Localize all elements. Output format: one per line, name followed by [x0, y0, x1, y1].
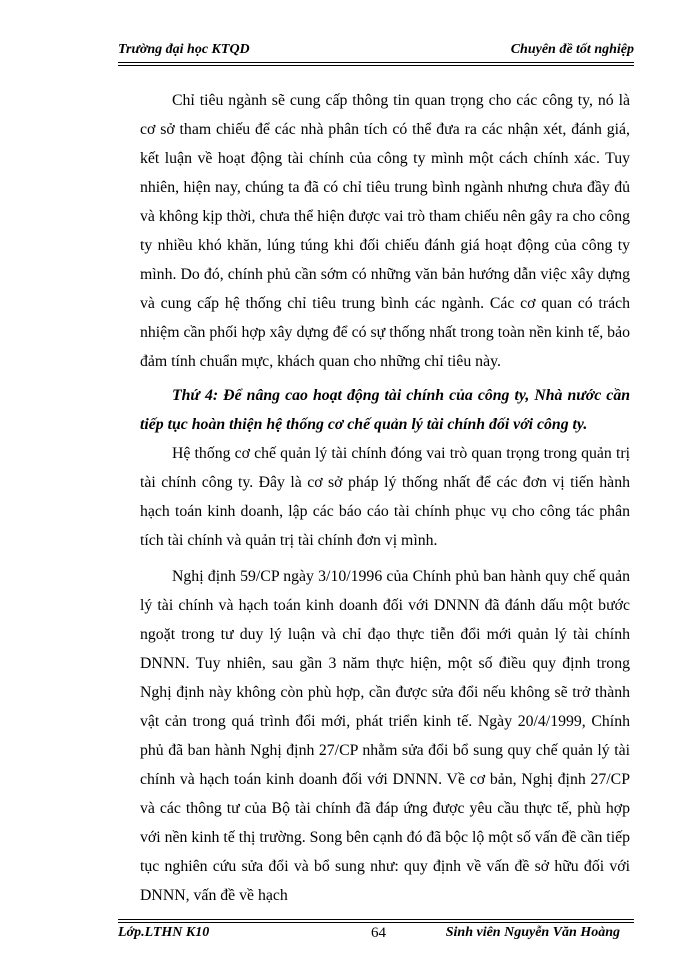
paragraph-decree-59: Nghị định 59/CP ngày 3/10/1996 của Chính phủ ban hành quy chế quản lý tài chính và hạch toán kinh doanh đối với DNNN đã đánh dấu một bước ngoặt trong tư duy lý luận và chỉ đạo thực tiễn đổi mới quản lý tài chính DNNN. Tuy nhiên, sau gần 3 năm thực hiện, một số điều quy định trong Nghị định này không còn phù hợp, cần được sửa đổi nếu không sẽ trở thành vật cản trong quá trình đổi mới, phát triển kinh tế. Ngày 20/4/1999, Chính phủ đã ban hành Nghị định 27/CP nhằm sửa đổi bổ sung quy chế quản lý tài chính và hạch toán kinh doanh đối với DNNN. Về cơ bản, Nghị định 27/CP và các thông tư của Bộ tài chính đã đáp ứng được yêu cầu thực tế, phù hợp với nền kinh tế thị trường. Song bên cạnh đó đã bộc lộ một số vấn đề cần tiếp tục nghiên cứu sửa đổi và bổ sung như: quy định về vấn đề sở hữu đối với DNNN, vấn đề về hạch [140, 568, 630, 904]
section-heading-4: Thứ 4: Để nâng cao hoạt động tài chính của công ty, Nhà nước cần tiếp tục hoàn thiện hệ thống cơ chế quản lý tài chính đối với công ty. [140, 387, 630, 433]
header-document-type: Chuyên đề tốt nghiệp [510, 42, 634, 57]
page-header [118, 42, 634, 64]
paragraph-industry-indicators: Chỉ tiêu ngành sẽ cung cấp thông tin quan trọng cho các công ty, nó là cơ sở tham chiếu để các nhà phân tích có thể đưa ra các nhận xét, đánh giá, kết luận về hoạt động tài chính của công ty mình một cách chính xác. Tuy nhiên, hiện nay, chúng ta đã có chỉ tiêu trung bình ngành nhưng chưa đầy đủ và không kịp thời, chưa thể hiện được vai trò tham chiếu nên gây ra cho công ty nhiều khó khăn, lúng túng khi đối chiếu đánh giá hoạt động của công ty mình. Do đó, chính phủ cần sớm có những văn bản hướng dẫn việc xây dựng và cung cấp hệ thống chỉ tiêu trung bình các ngành. Các cơ quan có trách nhiệm cần phối hợp xây dựng để có sự thống nhất trong toàn nền kinh tế, bảo đảm tính chuẩn mực, khách quan cho những chỉ tiêu này. [140, 92, 630, 370]
page-footer [118, 925, 634, 947]
document-body [140, 86, 630, 910]
paragraph-financial-mechanism: Hệ thống cơ chế quản lý tài chính đóng vai trò quan trọng trong quản trị tài chính công ty. Đây là cơ sở pháp lý thống nhất để các đơn vị tiến hành hạch toán kinh doanh, lập các báo cáo tài chính phục vụ cho công tác phân tích tài chính và quản trị tài chính đơn vị mình. [140, 445, 630, 549]
header-divider [118, 62, 634, 66]
footer-class: Lớp.LTHN K10 [118, 925, 210, 940]
header-university: Trường đại học KTQD [118, 42, 250, 57]
footer-divider [118, 919, 634, 923]
footer-student: Sinh viên Nguyễn Văn Hoàng [445, 925, 620, 940]
page-number: 64 [371, 925, 386, 941]
